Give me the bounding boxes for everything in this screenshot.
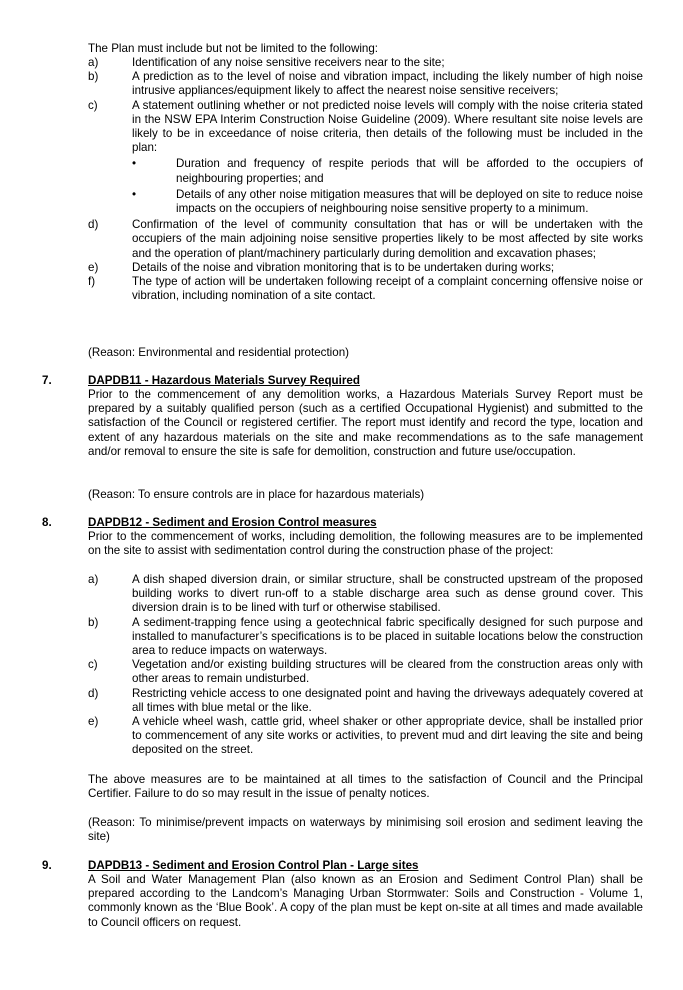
reason-text: (Reason: To ensure controls are in place for hazardous materials) [88, 488, 425, 501]
section-body: A Soil and Water Management Plan (also known as an Erosion and Sediment Control Plan) shall be prepared according to the Landcom’s Managing Urban Stormwater: Soils and Construction - Volume 1, commonly known as the ‘Blue Book’. A copy of the plan must be kept on-site at all times and made available to Council officers on request. [88, 873, 643, 929]
list-item: d) Restricting vehicle access to one designated point and having the driveways adequately covered at all times with blue metal or the like. [88, 686, 643, 714]
list-item: b) A prediction as to the level of noise and vibration impact, including the likely number of high noise intrusive appliances/equipment likely to affect the nearest noise sensitive receivers; [88, 70, 643, 98]
list-item: e) Details of the noise and vibration monitoring that is to be undertaken during works; [88, 260, 555, 274]
section-number: 9. [42, 859, 52, 872]
list-item: c) Vegetation and/or existing building structures will be cleared from the construction areas only with other areas to remain undisturbed. [88, 658, 643, 686]
reason-text: (Reason: To minimise/prevent impacts on waterways by minimising soil erosion and sediment leaving the site) [88, 816, 643, 844]
list-item: b) A sediment-trapping fence using a geotechnical fabric specifically designed for such purpose and installed to manufacturer’s specifications is to be placed in suitable locations below the construction area to reduce impacts on waterways. [88, 615, 643, 658]
measures-list [88, 573, 643, 758]
list-item: a) A dish shaped diversion drain, or similar structure, shall be constructed upstream of the proposed building works to divert run-off to a stable discharge area such as dense ground cover. This diversion drain is to be lined with turf or otherwise stabilised. [88, 573, 643, 615]
section-body: Prior to the commencement of any demolition works, a Hazardous Materials Survey Report must be prepared by a suitably qualified person (such as a certified Occupational Hygienist) and submitted to the satisfaction of the Council or registered certifier. The report must identify and record the type, location and extent of any hazardous materials on the site and make recommendations as to the safe management and/or removal to ensure the site is safe for demolition, construction and future use/occupation. [88, 388, 643, 458]
section-number: 7. [42, 374, 52, 387]
section-heading: DAPDB13 - Sediment and Erosion Control Plan - Large sites [88, 859, 419, 872]
plan-list [88, 56, 643, 303]
plan-intro: The Plan must include but not be limited to the following: [88, 42, 379, 55]
list-item: e) A vehicle wheel wash, cattle grid, wheel shaker or other appropriate device, shall be installed prior to commencement of any site works or activities, to prevent mud and dirt leaving the site and being deposited on the street. [88, 715, 643, 757]
list-item: f) The type of action will be undertaken following receipt of a complaint concerning offensive noise or vibration, including nomination of a site contact. [88, 275, 643, 303]
list-item: a) Identification of any noise sensitive receivers near to the site; [88, 56, 445, 69]
section-heading: DAPDB12 - Sediment and Erosion Control measures [88, 516, 377, 529]
list-item: c) A statement outlining whether or not predicted noise levels will comply with the noise criteria stated in the NSW EPA Interim Construction Noise Guideline (2009). Where resultant site noise levels are likely to be in exceedance of noise criteria, then details of the following must be included in the plan: [88, 98, 643, 155]
section-body: Prior to the commencement of works, including demolition, the following measures are to be implemented on the site to assist with sedimentation control during the construction phase of the project: [88, 530, 643, 558]
section-number: 8. [42, 516, 52, 529]
closing-text: The above measures are to be maintained at all times to the satisfaction of Council and the Principal Certifier. Failure to do so may result in the issue of penalty notices. [88, 773, 643, 801]
reason-text: (Reason: Environmental and residential protection) [88, 346, 350, 359]
section-heading: DAPDB11 - Hazardous Materials Survey Required [88, 374, 360, 387]
bullet-item: • Details of any other noise mitigation measures that will be deployed on site to reduce noise impacts on the occupiers of neighbouring noise sensitive property to a minimum. [132, 187, 643, 216]
bullet-item: • Duration and frequency of respite periods that will be afforded to the occupiers of neighbouring properties; and [132, 157, 643, 185]
list-item: d) Confirmation of the level of community consultation that has or will be undertaken with the occupiers of the main adjoining noise sensitive properties likely to be most affected by site works and the operation of plant/machinery particularly during demolition and excavation phases; [88, 218, 643, 260]
